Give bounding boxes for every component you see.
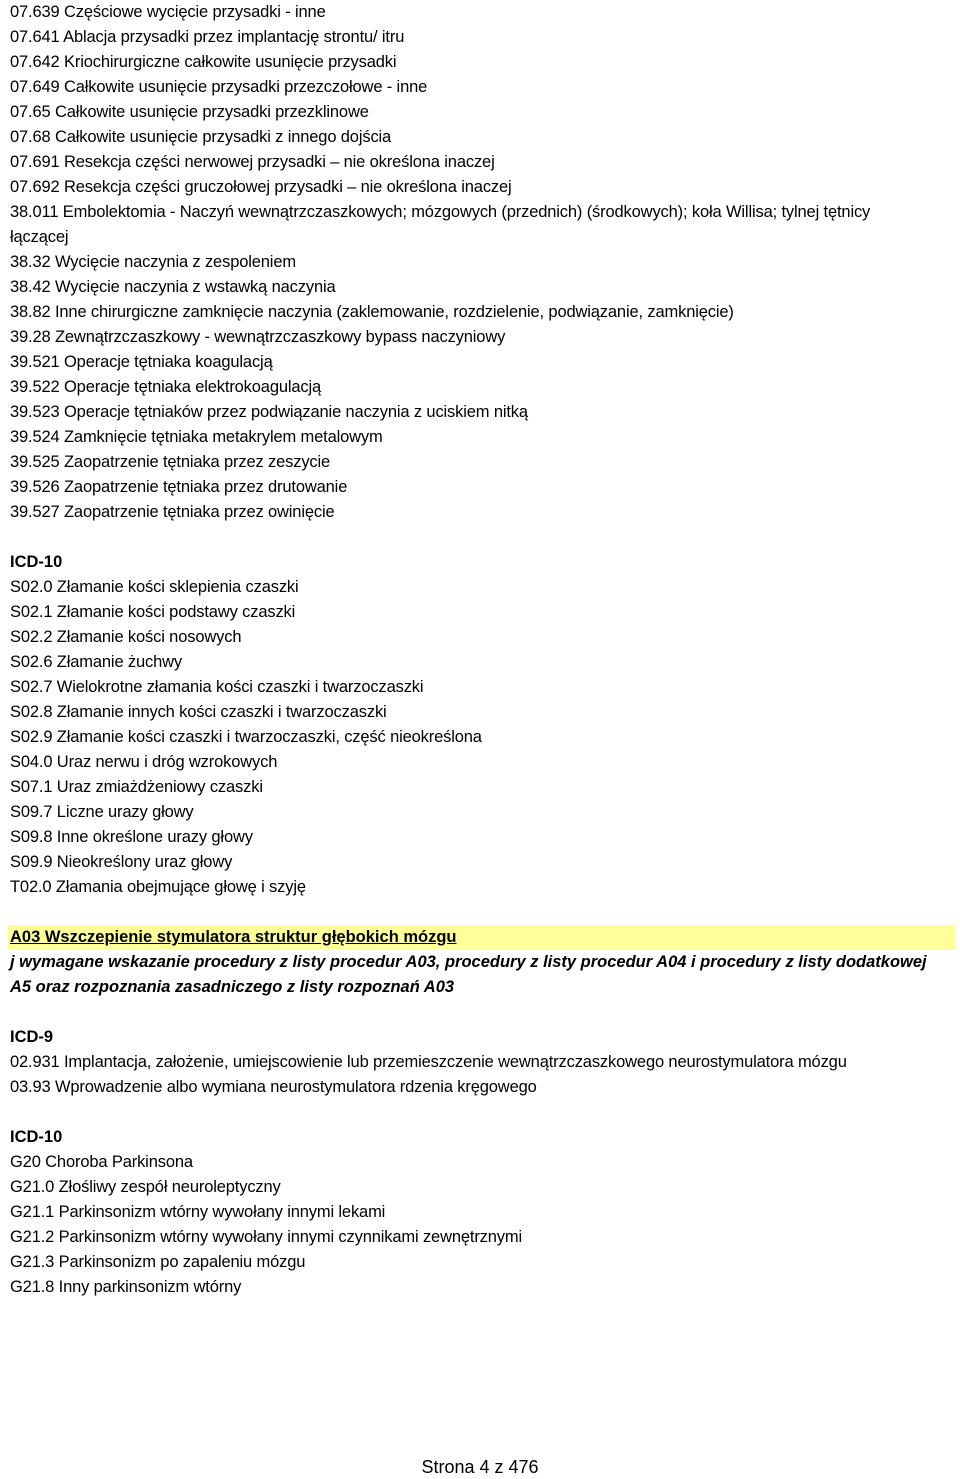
list-item: S02.8 Złamanie innych kości czaszki i twarzoczaszki [10, 703, 387, 721]
page-number: Strona 4 z 476 [421, 1457, 539, 1477]
list-item: 07.641 Ablacja przysadki przez implantację strontu/ itru [10, 28, 405, 46]
list-item: 39.524 Zamknięcie tętniaka metakrylem metalowym [10, 428, 383, 446]
list-item: G20 Choroba Parkinsona [10, 1153, 193, 1171]
spacer [10, 1100, 955, 1125]
icd10-section [10, 550, 955, 900]
list-item: S09.7 Liczne urazy głowy [10, 803, 194, 821]
list-item: 07.639 Częściowe wycięcie przysadki - inne [10, 3, 326, 21]
icd9-heading: ICD-9 [10, 1028, 54, 1046]
document-page [10, 0, 955, 1300]
list-item: 38.82 Inne chirurgiczne zamknięcie naczynia (zaklemowanie, rozdzielenie, podwiązanie, zamknięcie) [10, 303, 734, 321]
icd10-heading: ICD-10 [10, 1128, 63, 1146]
procedure-list-top [10, 0, 955, 525]
list-item: S02.6 Złamanie żuchwy [10, 653, 183, 671]
list-item: T02.0 Złamania obejmujące głowę i szyję [10, 878, 306, 896]
section-title: A03 Wszczepienie stymulatora struktur głębokich mózgu [10, 928, 457, 946]
spacer [10, 900, 955, 925]
list-item: 39.28 Zewnątrzczaszkowy - wewnątrzczaszkowy bypass naczyniowy [10, 328, 506, 346]
list-item: 07.642 Kriochirurgiczne całkowite usunięcie przysadki [10, 53, 397, 71]
list-item: 07.68 Całkowite usunięcie przysadki z innego dojścia [10, 128, 392, 146]
section-heading: ICD-10 [10, 553, 63, 571]
list-item: 39.522 Operacje tętniaka elektrokoagulacją [10, 378, 322, 396]
list-item: 03.93 Wprowadzenie albo wymiana neurostymulatora rdzenia kręgowego [10, 1078, 537, 1096]
list-item: 39.523 Operacje tętniaków przez podwiązanie naczynia z uciskiem nitką [10, 403, 528, 421]
list-item: S02.9 Złamanie kości czaszki i twarzoczaszki, część nieokreślona [10, 728, 482, 746]
section-a03 [10, 925, 955, 1300]
list-item: 07.691 Resekcja części nerwowej przysadki – nie określona inaczej [10, 153, 495, 171]
list-item: G21.3 Parkinsonizm po zapaleniu mózgu [10, 1253, 306, 1271]
section-title-highlight [8, 925, 955, 950]
list-item: S02.0 Złamanie kości sklepienia czaszki [10, 578, 299, 596]
section-note: j wymagane wskazanie procedury z listy procedur A03, procedury z listy procedur A04 i procedury z listy dodatkowej A5 oraz rozpoznania zasadniczego z listy rozpoznań A03 [10, 953, 927, 996]
list-item: 07.649 Całkowite usunięcie przysadki przezczołowe - inne [10, 78, 428, 96]
list-item: S09.8 Inne określone urazy głowy [10, 828, 253, 846]
list-item: S07.1 Uraz zmiażdżeniowy czaszki [10, 778, 263, 796]
list-item: 07.692 Resekcja części gruczołowej przysadki – nie określona inaczej [10, 178, 512, 196]
list-item: 39.527 Zaopatrzenie tętniaka przez owinięcie [10, 503, 335, 521]
list-item: G21.1 Parkinsonizm wtórny wywołany innymi lekami [10, 1203, 386, 1221]
list-item: S02.2 Złamanie kości nosowych [10, 628, 242, 646]
list-item: S02.1 Złamanie kości podstawy czaszki [10, 603, 296, 621]
spacer [10, 1000, 955, 1025]
spacer [10, 525, 955, 550]
list-item: 39.521 Operacje tętniaka koagulacją [10, 353, 273, 371]
list-item: S09.9 Nieokreślony uraz głowy [10, 853, 233, 871]
list-item: G21.2 Parkinsonizm wtórny wywołany innymi czynnikami zewnętrznymi [10, 1228, 523, 1246]
list-item: S04.0 Uraz nerwu i dróg wzrokowych [10, 753, 278, 771]
list-item: G21.0 Złośliwy zespół neuroleptyczny [10, 1178, 281, 1196]
list-item: 39.526 Zaopatrzenie tętniaka przez drutowanie [10, 478, 348, 496]
list-item: 02.931 Implantacja, założenie, umiejscowienie lub przemieszczenie wewnątrzczaszkowego neurostymulatora mózgu [10, 1053, 847, 1071]
list-item: 38.42 Wycięcie naczynia z wstawką naczynia [10, 278, 336, 296]
list-item: S02.7 Wielokrotne złamania kości czaszki i twarzoczaszki [10, 678, 424, 696]
list-item: G21.8 Inny parkinsonizm wtórny [10, 1278, 242, 1296]
list-item: 39.525 Zaopatrzenie tętniaka przez zeszycie [10, 453, 331, 471]
list-item: 07.65 Całkowite usunięcie przysadki przezklinowe [10, 103, 369, 121]
list-item: 38.32 Wycięcie naczynia z zespoleniem [10, 253, 296, 271]
list-item: 38.011 Embolektomia - Naczyń wewnątrzczaszkowych; mózgowych (przednich) (środkowych); koła Willisa; tylnej tętnicy łączącej [10, 203, 871, 246]
